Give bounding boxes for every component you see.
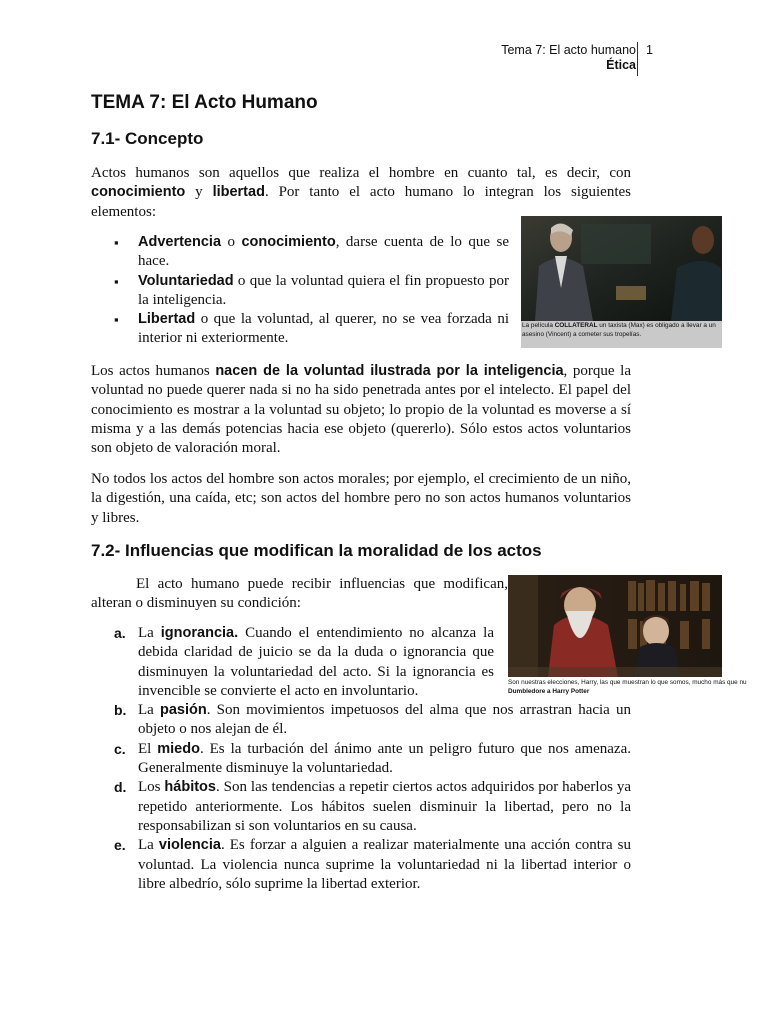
list-item: a. La ignorancia. Cuando el entendimiento no alcanza la debida claridad de juicio se da la duda o ignorancia que disminuyen la voluntariedad del acto. Si la ignorancia es invencible se convierte el acto en involuntario. [114,625,494,699]
list-item: ▪ Voluntariedad o que la voluntad quiera el fin propuesto por la inteligencia. [114,272,509,311]
list-item: ▪ Libertad o que la voluntad, al querer, no se vea forzada ni interior ni exteriormente. [114,310,509,349]
list-item: ▪ Advertencia o conocimiento, darse cuenta de lo que se hace. [114,233,509,272]
paragraph-influencias-intro: El acto humano puede recibir influencias que modifican, alteran o disminuyen su condición: [91,576,508,612]
list-item: b. La pasión. Son movimientos impetuosos del alma que nos arrastran hacia un objeto o nos alejan de él. [114,702,631,738]
figure-caption-harry-potter: Son nuestras elecciones, Harry, las que muestran lo que somos, mucho más que nu Dumbledore a Harry Potter [508,679,747,695]
paragraph-definition: Actos humanos son aquellos que realiza el hombre en cuanto tal, es decir, con conocimiento y libertad. Por tanto el acto humano lo integran los siguientes elementos: [91,165,632,220]
document-title: TEMA 7: El Acto Humano [91,92,318,113]
section-heading-concepto: 7.1- Concepto [91,129,204,148]
paragraph-actos-humanos: Los actos humanos nacen de la voluntad ilustrada por la inteligencia, porque la voluntad no puede querer nada si no ha sido penetrada antes por el intelecto. El papel del conocimiento es mostrar a la voluntad su objeto; lo propio de la voluntad es moverse a sí misma y a las demás potencias hacia ese objeto (quererlo). Sólo estos actos voluntarios son objeto de valoración moral. [91,363,631,457]
section-heading-influencias: 7.2- Influencias que modifican la moralidad de los actos [91,541,542,560]
page-number: 1 [646,43,653,57]
key-phrase: nacen de la voluntad ilustrada por la inteligencia [215,363,564,379]
elements-list [114,233,509,349]
term-conocimiento: conocimiento [91,184,186,201]
film-still-illustration [521,216,722,321]
list-item: e. La violencia. Es forzar a alguien a realizar materialmente una acción contra su voluntad. La violencia nunca suprime la voluntariedad ni la libertad interior o libre albedrío, sólo suprime la libertad exterior. [114,837,632,892]
list-item: c. El miedo. Es la turbación del ánimo ante un peligro futuro que nos amenaza. Generalmente disminuye la voluntariedad. [114,740,631,777]
figure-caption-collateral: La película COLLATERAL un taxista (Max) es obligado a llevar a un asesino (Vincent) a cometer sus tropelías. [522,322,716,338]
header-divider [637,42,638,76]
term-libertad: libertad [212,184,265,201]
list-item: d. Los hábitos. Son las tendencias a repetir ciertos actos adquiridos por haberlos ya repetido anteriormente. Los hábitos suelen disminuir la libertad, pero no la responsabilizan si son voluntarios en su causa. [114,779,632,834]
paragraph-actos-del-hombre: No todos los actos del hombre son actos morales; por ejemplo, el crecimiento de un niño, la digestión, una caída, etc; son actos del hombre pero no son actos humanos voluntarios y libres. [91,471,631,526]
page-header [501,43,636,73]
header-title: Tema 7: El acto humano [501,43,636,57]
header-subject: Ética [606,58,636,72]
influences-list [114,624,631,894]
